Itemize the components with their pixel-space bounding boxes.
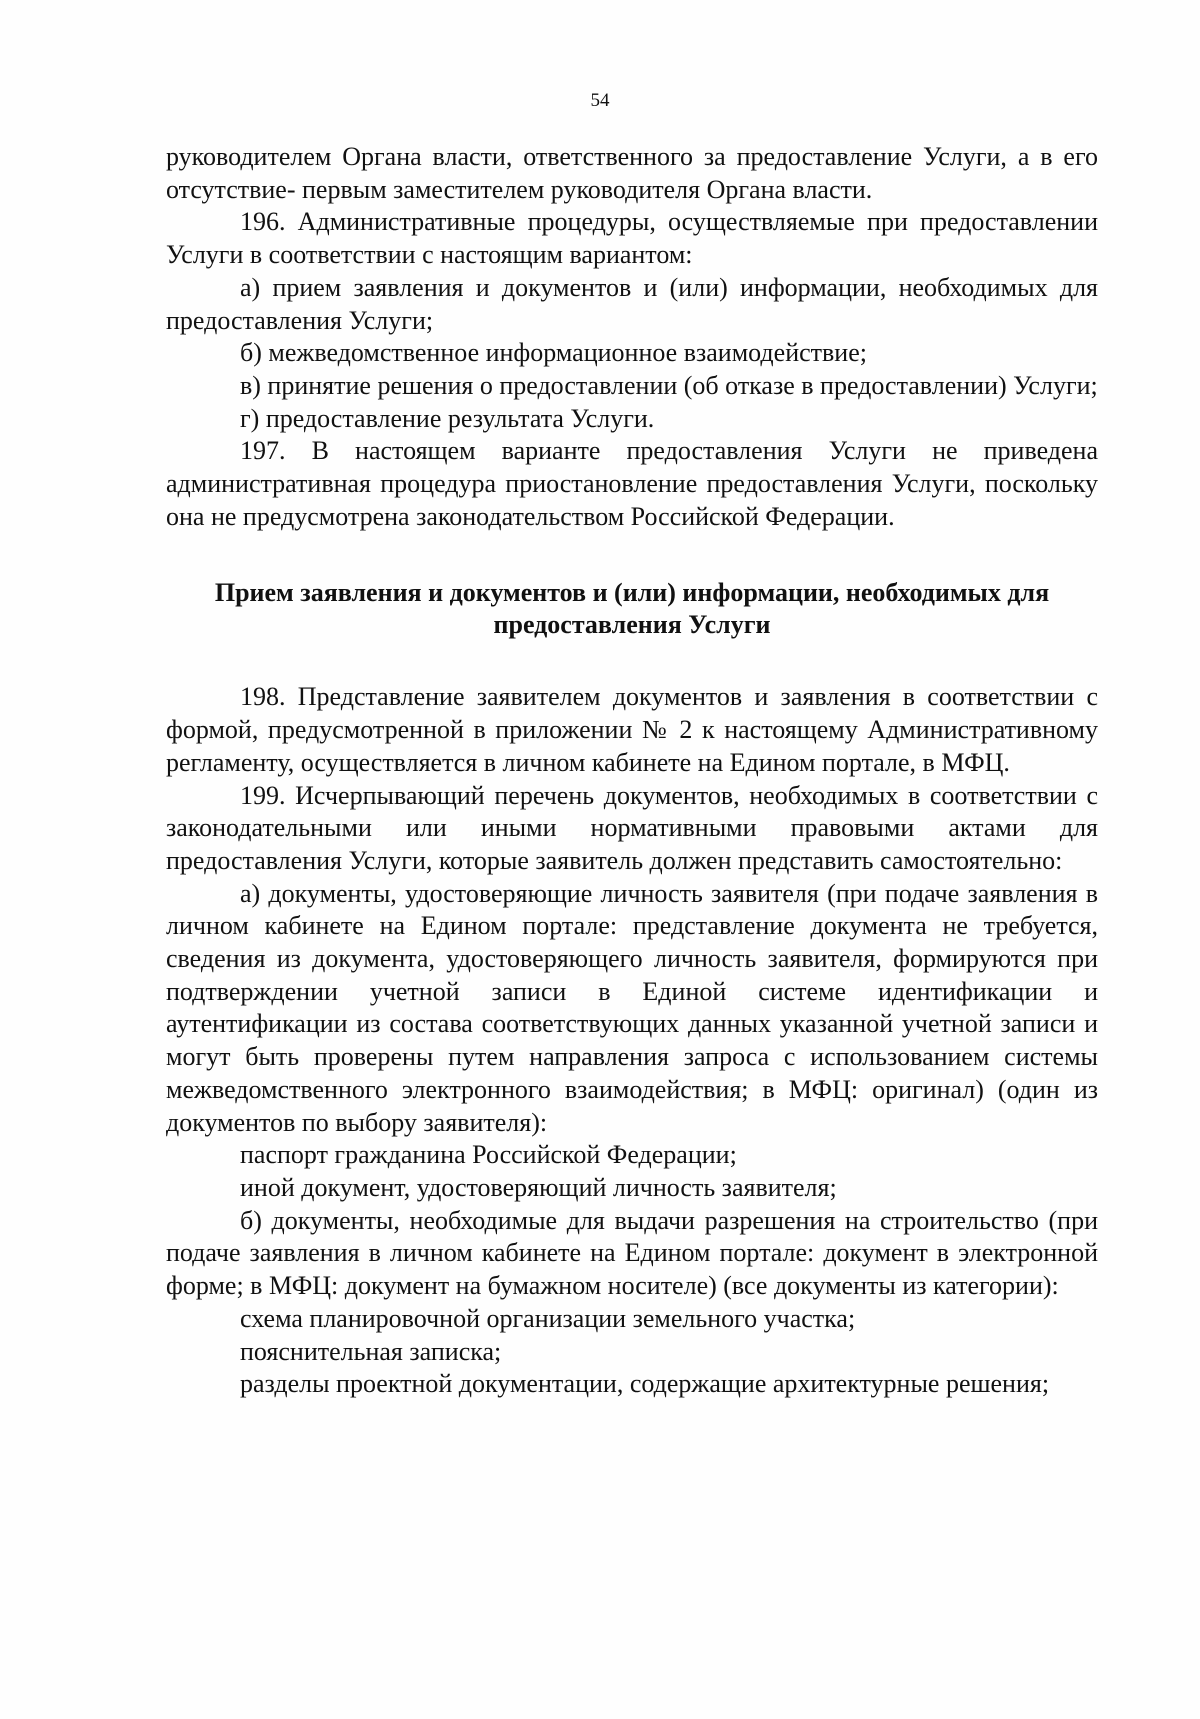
paragraph-continuation: руководителем Органа власти, ответственного за предоставление Услуги, а в его отсутствие- первым заместителем руководителя Органа власти.: [166, 142, 1098, 204]
list-item-a: а) прием заявления и документов и (или) информации, необходимых для предоставления Услуги;: [166, 272, 1098, 335]
list-entry-site-plan: схема планировочной организации земельного участка;: [240, 1303, 856, 1333]
list-item-g: г) предоставление результата Услуги.: [240, 403, 655, 433]
list-entry-passport: паспорт гражданина Российской Федерации;: [240, 1140, 737, 1170]
paragraph-196: 196. Административные процедуры, осуществляемые при предоставлении Услуги в соответствии с настоящим вариантом:: [166, 207, 1098, 270]
list-item-b-documents: б) документы, необходимые для выдачи разрешения на строительство (при подаче заявления в личном кабинете на Едином портале: документ в электронной форме; в МФЦ: документ на бумажном носителе) (все документы из категории):: [166, 1205, 1098, 1301]
section-heading: Прием заявления и документов и (или) информации, необходимых для предоставления Услуги: [214, 578, 1050, 640]
paragraph-199: 199. Исчерпывающий перечень документов, необходимых в соответствии с законодательными или иными нормативными правовыми актами для предоставления Услуги, которые заявитель должен представить самостоятельно:: [166, 780, 1098, 875]
document-body: [166, 141, 1098, 1401]
list-entry-other-id: иной документ, удостоверяющий личность заявителя;: [240, 1172, 837, 1202]
paragraph-197: 197. В настоящем варианте предоставления Услуги не приведена административная процедура приостановление предоставления Услуги, поскольку она не предусмотрена законодательством Российской Федерации.: [166, 436, 1098, 531]
page-number: 54: [590, 90, 610, 111]
list-item-v: в) принятие решения о предоставлении (об отказе в предоставлении) Услуги;: [240, 370, 1098, 400]
list-entry-explanatory-note: пояснительная записка;: [240, 1336, 502, 1366]
list-entry-project-sections: разделы проектной документации, содержащие архитектурные решения;: [240, 1369, 1050, 1399]
paragraph-198: 198. Представление заявителем документов и заявления в соответствии с формой, предусмотренной в приложении № 2 к настоящему Административному регламенту, осуществляется в личном кабинете на Едином портале, в МФЦ.: [166, 682, 1098, 777]
list-item-b: б) межведомственное информационное взаимодействие;: [240, 338, 867, 368]
list-item-a-documents: а) документы, удостоверяющие личность заявителя (при подаче заявления в личном кабинете на Едином портале: представление документа не требуется, сведения из документа, удостоверяющего личность заявителя, формируются при подтверждении учетной записи в Единой системе идентификации и аутентификации из состава соответствующих данных указанной учетной записи и могут быть проверены путем направления запроса с использованием системы межведомственного электронного взаимодействия; в МФЦ: оригинал) (один из документов по выбору заявителя):: [166, 878, 1098, 1137]
